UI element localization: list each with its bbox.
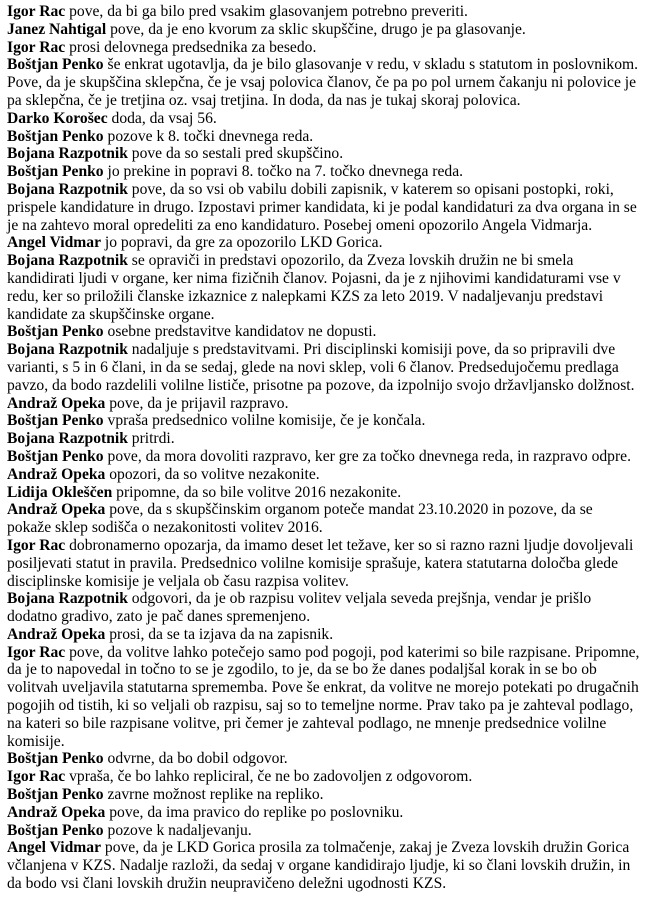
speaker-name: Angel Vidmar [7, 234, 101, 252]
statement-text: doda, da vsaj 56. [111, 109, 217, 127]
statement-text: pove, da je prijavil razpravo. [109, 394, 289, 412]
statement-text: prosi, da se ta izjava da na zapisnik. [109, 625, 334, 643]
speaker-name: Bojana Razpotnik [7, 145, 128, 163]
minutes-paragraph [7, 768, 640, 786]
minutes-paragraph [7, 466, 640, 484]
speaker-name: Angel Vidmar [7, 839, 101, 857]
statement-text: pove, da mora dovoliti razpravo, ker gre za točko dnevnega reda, in razpravo odpre. [107, 447, 631, 465]
speaker-name: Boštjan Penko [7, 56, 104, 74]
minutes-paragraph [7, 537, 640, 590]
speaker-name: Andraž Opeka [7, 394, 106, 412]
minutes-paragraph [7, 786, 640, 804]
statement-text: nadaljuje s predstavitvami. Pri disciplinski komisiji pove, da so pripravili dve varianti, s 5 in 6 člani, in da se sedaj, glede na novi sklep, voli 6 članov. Predsedujočemu predlaga pavzo, da bodo razdelili volilne lističe, prisotne pa pozove, da izpolnijo svojo državljansko dolžnost. [7, 341, 635, 394]
statement-text: pove, da so vsi ob vabilu dobili zapisnik, v katerem so opisani postopki, roki, prispele kandidature in drugo. Izpostavi primer kandidata, ki je podal kandidaturi za dva organa in se je na zahtevo moral opredeliti za eno kandidaturo. Posebej omeni opozorilo Angela Vidmarja. [7, 180, 637, 234]
speaker-name: Boštjan Penko [7, 127, 104, 145]
minutes-paragraph [7, 110, 640, 128]
minutes-paragraph [7, 323, 640, 341]
minutes-paragraph [7, 21, 640, 39]
minutes-paragraph [7, 484, 640, 502]
statement-text: še enkrat ugotavlja, da je bilo glasovanje v redu, v skladu s statutom in poslovnikom. Pove, da je skupščina sklepčna, če je vsaj polovica članov, če pa po pol urnem čakanju ni polovice je pa sklepčna, če je tretjina oz. vsaj tretjina. In doda, da nas je tukaj skoraj polovica. [7, 56, 639, 109]
speaker-name: Bojana Razpotnik [7, 252, 128, 270]
statement-text: jo popravi, da gre za opozorilo LKD Gorica. [104, 234, 383, 252]
statement-text: pozove k nadaljevanju. [107, 821, 252, 839]
minutes-paragraph [7, 234, 640, 252]
minutes-paragraph [7, 39, 640, 57]
statement-text: se opraviči in predstavi opozorilo, da Zveza lovskih družin ne bi smela kandidirati ljudi v organe, ker nima fizičnih članov. Pojasni, da je z njihovimi kandidaturami vse v redu, ker so priložili članske izkaznice z nalepkami KZS za leto 2019. V nadaljevanju predstavi kandidate za skupščinske organe. [7, 252, 621, 323]
speaker-name: Lidija Okleščen [7, 483, 113, 501]
statement-text: vpraša predsednico volilne komisije, če je končala. [107, 412, 426, 430]
speaker-name: Boštjan Penko [7, 750, 104, 768]
speaker-name: Andraž Opeka [7, 465, 106, 483]
statement-text: pove, da je LKD Gorica prosila za tolmačenje, zakaj je Zveza lovskih družin Gorica včlanjena v KZS. Nadalje razloži, da sedaj v organe kandidirajo ljudje, ki so člani lovskih družin, in da bodo vsi člani lovskih družin neupravičeno deležni ugodnosti KZS. [7, 839, 631, 893]
minutes-paragraph [7, 395, 640, 413]
minutes-paragraph [7, 128, 640, 146]
speaker-name: Bojana Razpotnik [7, 430, 128, 448]
minutes-paragraph [7, 501, 640, 537]
speaker-name: Bojana Razpotnik [7, 180, 128, 198]
statement-text: opozori, da so volitve nezakonite. [109, 465, 320, 483]
minutes-paragraph [7, 163, 640, 181]
minutes-paragraph [7, 839, 640, 892]
statement-text: pove da so sestali pred skupščino. [131, 145, 344, 163]
statement-text: pove, da volitve lahko potečejo samo pod pogoji, pod katerimi so bile razpisane. Pripomne, da je to napovedal in točno to se je zgodilo, to je, da se bo že danes podaljšal korak in se bo ob volitvah uveljavila statutarna sprememba. Pove še enkrat, da volitve ne morejo potekati po drugačnih pogojih od tistih, ki so veljali ob razpisu, saj so to temeljne norme. Prav tako pa je zahteval podlago, na kateri so bile razpisane volitve, pri čemer je zahteval podlago, ne mnenje predsednice volilne komisije. [7, 643, 640, 750]
minutes-paragraph [7, 412, 640, 430]
speaker-name: Boštjan Penko [7, 447, 104, 465]
speaker-name: Bojana Razpotnik [7, 341, 128, 359]
minutes-paragraph [7, 56, 640, 109]
statement-text: pove, da je eno kvorum za sklic skupščine, drugo je pa glasovanje. [110, 20, 526, 38]
speaker-name: Andraž Opeka [7, 625, 106, 643]
minutes-paragraph [7, 3, 640, 21]
statement-text: osebne predstavitve kandidatov ne dopusti. [107, 323, 377, 341]
minutes-paragraph [7, 448, 640, 466]
minutes-paragraph [7, 590, 640, 626]
speaker-name: Boštjan Penko [7, 163, 104, 181]
statement-text: pripomne, da so bile volitve 2016 nezakonite. [116, 483, 402, 501]
speaker-name: Igor Rac [7, 3, 66, 20]
minutes-paragraph [7, 252, 640, 323]
minutes-paragraph [7, 804, 640, 822]
minutes-paragraph [7, 430, 640, 448]
statement-text: pove, da bi ga bilo pred vsakim glasovanjem potrebno preveriti. [69, 3, 468, 20]
speaker-name: Andraž Opeka [7, 803, 106, 821]
speaker-name: Bojana Razpotnik [7, 590, 128, 608]
speaker-name: Igor Rac [7, 768, 66, 786]
statement-text: pove, da s skupščinskim organom poteče mandat 23.10.2020 in pozove, da se pokaže sklep sodišča o nezakonitosti volitev 2016. [7, 501, 593, 537]
minutes-paragraph [7, 750, 640, 768]
statement-text: prosi delovnega predsednika za besedo. [69, 38, 317, 56]
statement-text: odgovori, da je ob razpisu volitev veljala seveda prejšnja, vendar je prišlo dodatno gradivo, zato je pač danes spremenjeno. [7, 590, 592, 626]
speaker-name: Boštjan Penko [7, 412, 104, 430]
minutes-paragraph [7, 644, 640, 751]
statement-text: zavrne možnost replike na repliko. [107, 786, 324, 804]
speaker-name: Darko Korošec [7, 109, 108, 127]
statement-text: pozove k 8. točki dnevnega reda. [107, 127, 314, 145]
speaker-name: Andraž Opeka [7, 501, 106, 519]
minutes-paragraph [7, 181, 640, 234]
speaker-name: Igor Rac [7, 38, 66, 56]
speaker-name: Janez Nahtigal [7, 20, 107, 38]
speaker-name: Igor Rac [7, 643, 66, 661]
speaker-name: Boštjan Penko [7, 323, 104, 341]
minutes-paragraph [7, 626, 640, 644]
speaker-name: Boštjan Penko [7, 821, 104, 839]
speaker-name: Boštjan Penko [7, 786, 104, 804]
speaker-name: Igor Rac [7, 536, 66, 554]
statement-text: pove, da ima pravico do replike po poslovniku. [109, 803, 404, 821]
statement-text: jo prekine in popravi 8. točko na 7. točko dnevnega reda. [107, 163, 464, 181]
minutes-paragraph [7, 145, 640, 163]
minutes-paragraph [7, 822, 640, 840]
minutes-paragraph [7, 341, 640, 394]
statement-text: dobronamerno opozarja, da imamo deset let težave, ker so si razno razni ljudje dovoljevali posiljevati statut in pravila. Predsednico volilne komisije sprašuje, katera statutarna določba glede disciplinske komisije je veljala ob času razpisa volitev. [7, 536, 634, 590]
statement-text: vpraša, če bo lahko repliciral, če ne bo zadovoljen z odgovorom. [69, 768, 473, 786]
statement-text: odvrne, da bo dobil odgovor. [107, 750, 288, 768]
statement-text: pritrdi. [131, 430, 175, 448]
